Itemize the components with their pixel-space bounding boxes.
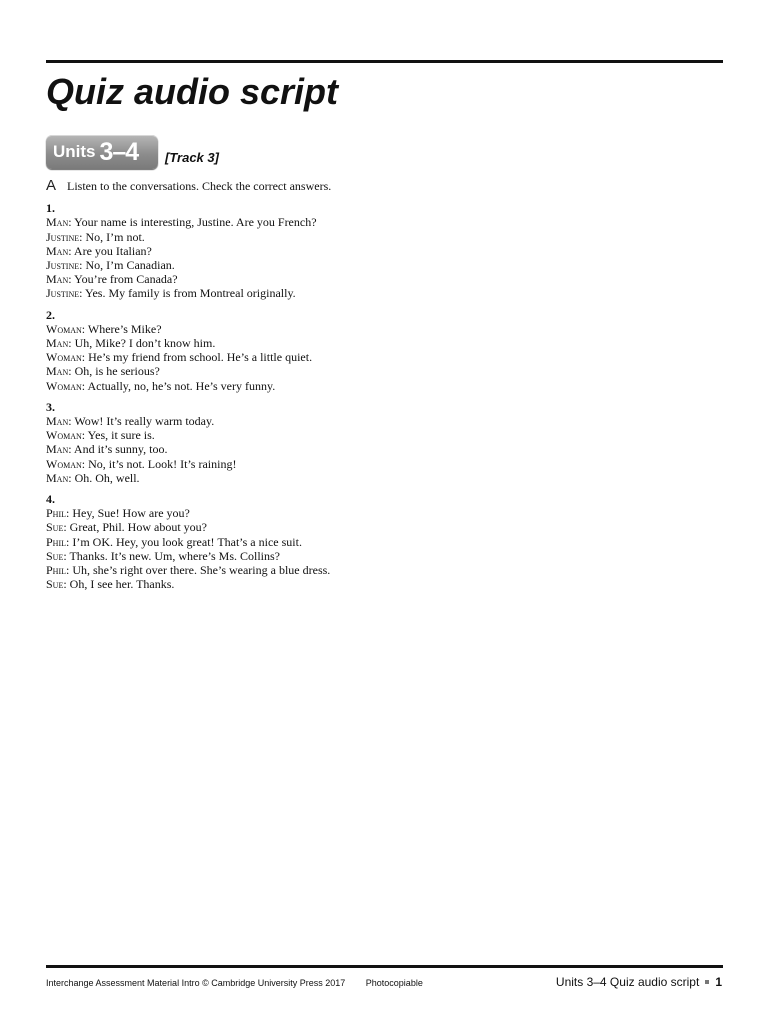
dialogue-line xyxy=(46,286,686,300)
dialogue-line xyxy=(46,272,686,286)
dialogue-text: : Great, Phil. How about you? xyxy=(63,520,207,535)
speaker-name: Man xyxy=(46,414,69,429)
dialogue-text: : No, I’m Canadian. xyxy=(79,258,175,273)
bottom-rule xyxy=(46,965,723,968)
units-badge xyxy=(46,135,158,169)
footer-left xyxy=(46,978,423,988)
dialogue-line xyxy=(46,577,686,591)
dialogue-line xyxy=(46,457,686,471)
conversation-number: 4. xyxy=(46,492,55,507)
conversation-number: 3. xyxy=(46,399,55,414)
conversation-3 xyxy=(46,400,686,485)
dialogue-text: : Hey, Sue! How are you? xyxy=(66,506,190,521)
speaker-name: Phil xyxy=(46,563,67,578)
conversation-number: 2. xyxy=(46,307,55,322)
footer-photocopiable: Photocopiable xyxy=(365,978,423,988)
dialogue-line xyxy=(46,215,686,229)
dialogue-line xyxy=(46,230,686,244)
speaker-name: Sue xyxy=(46,548,64,563)
dialogue-text: : Yes, it sure is. xyxy=(81,428,155,443)
dialogue-text: : Are you Italian? xyxy=(68,243,152,258)
dialogue-text: : You’re from Canada? xyxy=(68,272,178,287)
dialogue-text: : Oh, is he serious? xyxy=(68,364,160,379)
dialogue-text: : Your name is interesting, Justine. Are you French? xyxy=(68,215,317,230)
units-number: 3–4 xyxy=(99,137,139,166)
dialogue-text: : Oh. Oh, well. xyxy=(68,470,140,485)
speaker-name: Justine xyxy=(46,229,80,244)
dialogue-text: : Yes. My family is from Montreal originally. xyxy=(79,286,296,301)
dialogue-line xyxy=(46,364,686,378)
speaker-name: Woman xyxy=(46,456,82,471)
footer-copyright: Interchange Assessment Material Intro © Cambridge University Press 2017 xyxy=(46,978,346,988)
speaker-name: Sue xyxy=(46,520,64,535)
track-label: [Track 3] xyxy=(165,150,219,165)
dialogue-text: : Actually, no, he’s not. He’s very funny. xyxy=(81,378,276,393)
section-a xyxy=(46,179,686,598)
speaker-name: Man xyxy=(46,470,69,485)
bullet-icon xyxy=(705,980,709,984)
instruction-text: Listen to the conversations. Check the correct answers. xyxy=(67,179,332,193)
speaker-name: Justine xyxy=(46,286,80,301)
dialogue-line xyxy=(46,563,686,577)
page-title: Quiz audio script xyxy=(46,71,339,112)
conversation-1 xyxy=(46,201,686,300)
page-number: 1 xyxy=(715,975,722,989)
conversation-number: 1. xyxy=(46,201,55,216)
speaker-name: Phil xyxy=(46,506,67,521)
conversation-4 xyxy=(46,492,686,591)
footer-label: Units 3–4 Quiz audio script xyxy=(555,975,700,989)
speaker-name: Woman xyxy=(46,350,82,365)
speaker-name: Man xyxy=(46,442,69,457)
units-word: Units xyxy=(53,142,96,161)
section-letter: A xyxy=(46,177,57,194)
dialogue-line xyxy=(46,258,686,272)
speaker-name: Woman xyxy=(46,321,82,336)
dialogue-line xyxy=(46,244,686,258)
dialogue-line xyxy=(46,520,686,534)
dialogue-line xyxy=(46,428,686,442)
dialogue-line xyxy=(46,336,686,350)
instruction xyxy=(46,179,686,193)
speaker-name: Man xyxy=(46,364,69,379)
conversations xyxy=(46,201,686,591)
speaker-name: Phil xyxy=(46,534,67,549)
dialogue-text: : Where’s Mike? xyxy=(81,321,162,336)
speaker-name: Man xyxy=(46,215,69,230)
dialogue-line xyxy=(46,471,686,485)
speaker-name: Justine xyxy=(46,258,80,273)
dialogue-line xyxy=(46,442,686,456)
dialogue-line xyxy=(46,506,686,520)
dialogue-text: : No, I’m not. xyxy=(79,229,145,244)
speaker-name: Sue xyxy=(46,577,64,592)
dialogue-text: : Uh, she’s right over there. She’s wearing a blue dress. xyxy=(66,563,331,578)
dialogue-line xyxy=(46,414,686,428)
speaker-name: Woman xyxy=(46,428,82,443)
dialogue-text: : No, it’s not. Look! It’s raining! xyxy=(81,456,237,471)
speaker-name: Woman xyxy=(46,378,82,393)
dialogue-text: : Thanks. It’s new. Um, where’s Ms. Collins? xyxy=(63,548,280,563)
footer-right xyxy=(556,975,722,989)
speaker-name: Man xyxy=(46,272,69,287)
dialogue-line xyxy=(46,549,686,563)
dialogue-line xyxy=(46,535,686,549)
dialogue-text: : He’s my friend from school. He’s a little quiet. xyxy=(81,350,313,365)
speaker-name: Man xyxy=(46,243,69,258)
dialogue-text: : Uh, Mike? I don’t know him. xyxy=(68,336,216,351)
dialogue-text: : I’m OK. Hey, you look great! That’s a nice suit. xyxy=(66,534,302,549)
dialogue-line xyxy=(46,379,686,393)
top-rule xyxy=(46,60,723,63)
speaker-name: Man xyxy=(46,336,69,351)
conversation-2 xyxy=(46,308,686,393)
dialogue-text: : And it’s sunny, too. xyxy=(68,442,168,457)
dialogue-text: : Oh, I see her. Thanks. xyxy=(63,577,175,592)
dialogue-line xyxy=(46,350,686,364)
dialogue-line xyxy=(46,322,686,336)
dialogue-text: : Wow! It’s really warm today. xyxy=(68,414,215,429)
